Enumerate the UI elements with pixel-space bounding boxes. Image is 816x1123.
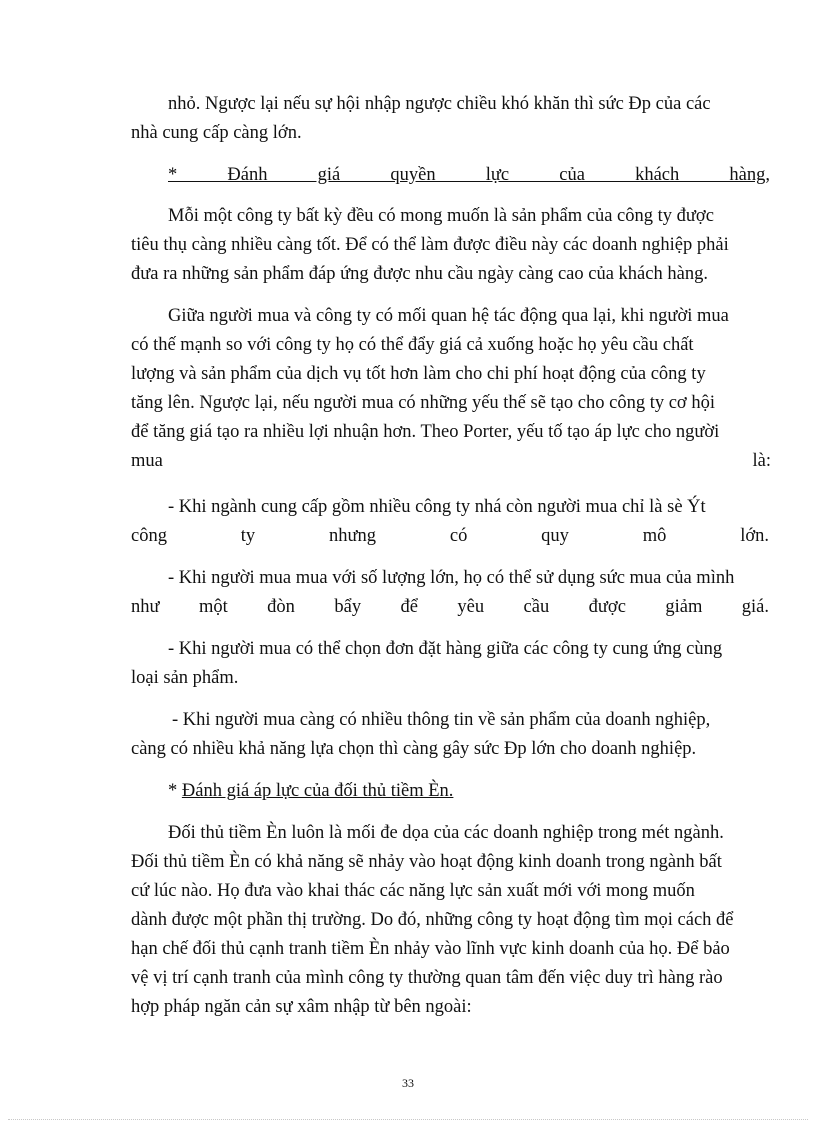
heading-bullet: * (168, 781, 182, 801)
section-heading-potential-entrants (168, 780, 453, 802)
text-line-8: có thế mạnh so với công ty họ có thể đẩy giá cả xuống hoặc họ yêu cầu chất (131, 335, 694, 355)
text-line-19: - Khi người mua càng có nhiều thông tin về sản phẩm của doanh nghiệp, (172, 710, 711, 730)
text-line-10: tăng lên. Ngược lại, nếu người mua có những yếu thế sẽ tạo cho công ty cơ hội (131, 393, 715, 413)
text-line-18: loại sản phẩm. (131, 668, 239, 688)
heading-text: Đánh giá áp lực của đối thủ tiềm Èn. (181, 781, 454, 801)
text-line-23: Đối thủ tiềm Èn luôn là mối đe dọa của các doanh nghiệp trong mét ngành. (168, 823, 724, 843)
text-line-27: hạn chế đối thủ cạnh tranh tiềm Èn nhảy vào lĩnh vực kinh doanh của họ. Để bảo (131, 939, 730, 959)
text-line-26: dành được một phần thị trường. Do đó, những công ty hoạt động tìm mọi cách để (131, 910, 734, 930)
text-line-5: tiêu thụ càng nhiều càng tốt. Để có thể làm được điều này các doanh nghiệp phải (131, 235, 729, 255)
text-line-11: để tăng giá tạo ra nhiều lợi nhuận hơn. Theo Porter, yếu tố tạo áp lực cho người (131, 422, 720, 442)
text-line-15: - Khi người mua mua với số lượng lớn, họ có thể sử dụng sức mua của mình (168, 568, 735, 588)
text-line-2: nhà cung cấp càng lớn. (131, 123, 302, 143)
text-line-6: đưa ra những sản phẩm đáp ứng được nhu cầu ngày càng cao của khách hàng. (131, 264, 708, 284)
page-bottom-divider (8, 1119, 808, 1120)
section-heading-customers: * Đánh giá quyền lực của khách hàng, (168, 165, 770, 185)
text-line-12: mua là: (131, 451, 771, 471)
text-line-14: công ty nhưng có quy mô lớn. (131, 526, 769, 546)
page-number: 33 (402, 1076, 414, 1090)
text-line-28: vệ vị trí cạnh tranh của mình công ty thường quan tâm đến việc duy trì hàng rào (131, 968, 723, 988)
text-line-24: Đối thủ tiềm Èn có khả năng sẽ nhảy vào hoạt động kinh doanh trong ngành bất (131, 852, 722, 872)
text-line-13: - Khi ngành cung cấp gồm nhiều công ty nhá còn người mua chỉ là sè Ýt (168, 497, 706, 517)
text-line-20: càng có nhiều khả năng lựa chọn thì càng gây sức Ðp lớn cho doanh nghiệp. (131, 739, 697, 759)
text-line-25: cứ lúc nào. Họ đưa vào khai thác các năng lực sản xuất mới với mong muốn (131, 881, 695, 901)
text-line-29: hợp pháp ngăn cản sự xâm nhập từ bên ngoài: (131, 997, 472, 1017)
text-line-7: Giữa người mua và công ty có mối quan hệ tác động qua lại, khi người mua (168, 306, 729, 326)
text-line-1: nhỏ. Ngược lại nếu sự hội nhập ngược chiều khó khăn thì sức Ðp của các (168, 94, 711, 114)
text-line-9: lượng và sản phẩm của dịch vụ tốt hơn làm cho chi phí hoạt động của công ty (131, 364, 706, 384)
text-line-4: Mỗi một công ty bất kỳ đều có mong muốn là sản phẩm của công ty được (168, 206, 714, 226)
text-line-17: - Khi người mua có thể chọn đơn đặt hàng giữa các công ty cung ứng cùng (168, 639, 723, 659)
text-line-16: như một đòn bẩy để yêu cầu được giảm giá. (131, 597, 769, 617)
